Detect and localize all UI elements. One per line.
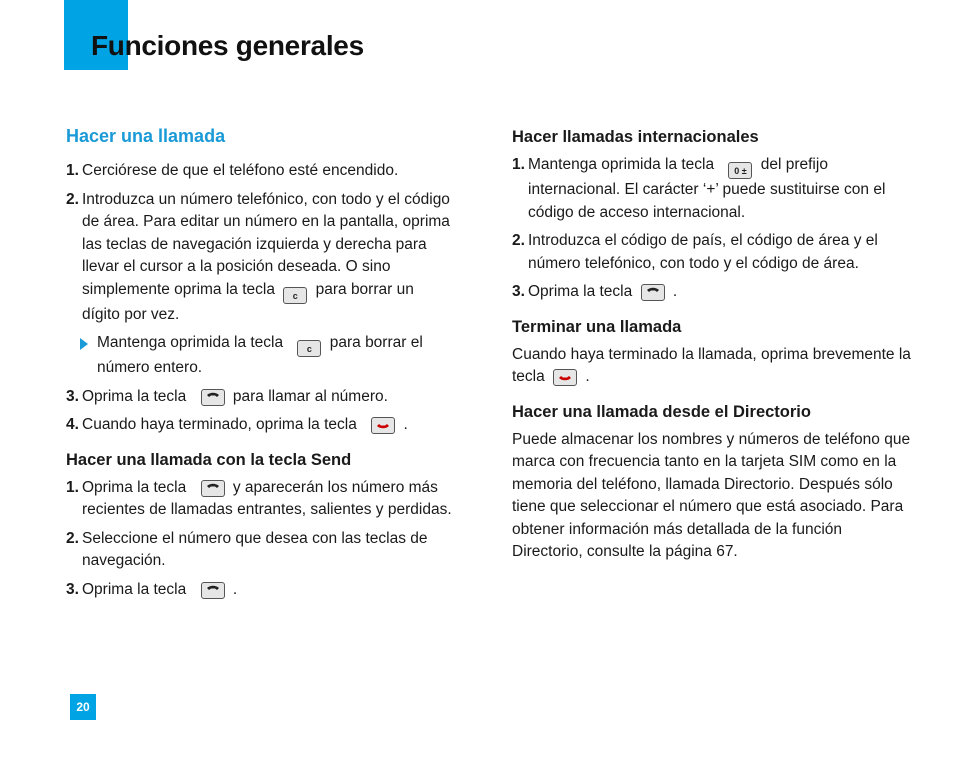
step-text: Introduzca el código de país, el código de área y el número telefónico, con todo y el código de área. [528,232,878,272]
paragraph-text: . [585,368,590,385]
step-text: Cerciórese de que el teléfono esté encendido. [82,162,399,179]
paragraph-text: Cuando haya terminado la llamada, oprima brevemente la tecla [512,345,911,385]
right-column [512,126,912,570]
step-number: 3. [512,283,525,300]
step-text: Oprima la tecla [82,478,187,496]
step-text: Seleccione el número que desea con las teclas de navegación. [82,529,428,569]
left-column [66,124,456,607]
step-text: . [403,416,408,433]
list-item [66,189,456,327]
bullet-arrow-icon [80,338,88,350]
list-item [512,230,912,275]
step-number: 1. [66,162,79,179]
bullet-text: para borrar el número entero. [97,334,423,376]
clear-key-icon [297,340,321,357]
send-key-icon [201,389,225,406]
paragraph [512,344,912,389]
end-key-icon [553,369,577,386]
step-text: . [232,580,238,598]
list-item [66,332,456,380]
step-number: 2. [66,529,79,547]
subsection-title: Terminar una llamada [512,317,682,336]
list-item [66,477,456,522]
send-key-icon [201,582,225,599]
step-text: Cuando haya terminado, oprima la tecla [82,416,357,433]
step-number: 3. [66,580,79,598]
step-text: Oprima la tecla [528,283,633,300]
step-text: Oprima la tecla [82,387,187,405]
send-key-icon [641,284,665,301]
step-text: del prefijo internacional. El carácter ‘+’ puede sustituirse con el código de acceso internacional. [528,156,886,221]
step-text: para borrar un dígito por vez. [82,280,414,323]
list-item [66,528,456,573]
list-item [66,579,456,602]
section-title: Hacer una llamada [66,126,226,146]
end-key-icon [371,417,395,434]
list-item [66,160,456,183]
list-item [66,386,456,409]
clear-key-icon [283,287,307,304]
step-text: y aparecerán los número más recientes de llamadas entrantes, salientes y perdidas. [82,478,452,518]
zero-key-label: 0 ± [734,166,747,176]
clear-key-label: c [292,290,298,301]
step-text: . [672,283,678,300]
step-text: Oprima la tecla [82,580,187,598]
step-number: 4. [66,416,79,433]
list-item [512,281,912,304]
step-number: 2. [66,190,79,208]
step-number: 3. [66,387,79,405]
step-number: 2. [512,232,525,249]
step-number: 1. [66,478,79,496]
clear-key-label: c [306,344,312,354]
send-key-icon [201,480,225,497]
list-item [512,154,912,224]
list-item [66,414,456,437]
subsection-title: Hacer llamadas internacionales [512,128,759,146]
step-text: para llamar al número. [232,387,388,405]
subsection-title: Hacer una llamada con la tecla Send [66,450,352,469]
zero-key-icon [728,162,752,179]
page-number: 20 [70,694,96,720]
step-text: Introduzca un número telefónico, con todo y el código de área. Para editar un número en la pantalla, oprima las teclas de navegación izquierda y derecha para llevar el cursor a la posición deseada. O sino simplemente oprima la tecla [82,190,450,298]
step-number: 1. [512,156,525,173]
page-title: Funciones generales [91,30,364,61]
bullet-text: Mantenga oprimida la tecla [97,334,284,351]
subsection-title: Hacer una llamada desde el Directorio [512,402,811,421]
step-text: Mantenga oprimida la tecla [528,156,715,173]
paragraph: Puede almacenar los nombres y números de teléfono que marca con frecuencia tanto en la tarjeta SIM como en la memoria del teléfono, llamada Directorio. Después sólo tiene que seleccionar el número que está asociado. Para obtener información más detallada de la función Directorio, consulte la página 67. [512,430,911,560]
